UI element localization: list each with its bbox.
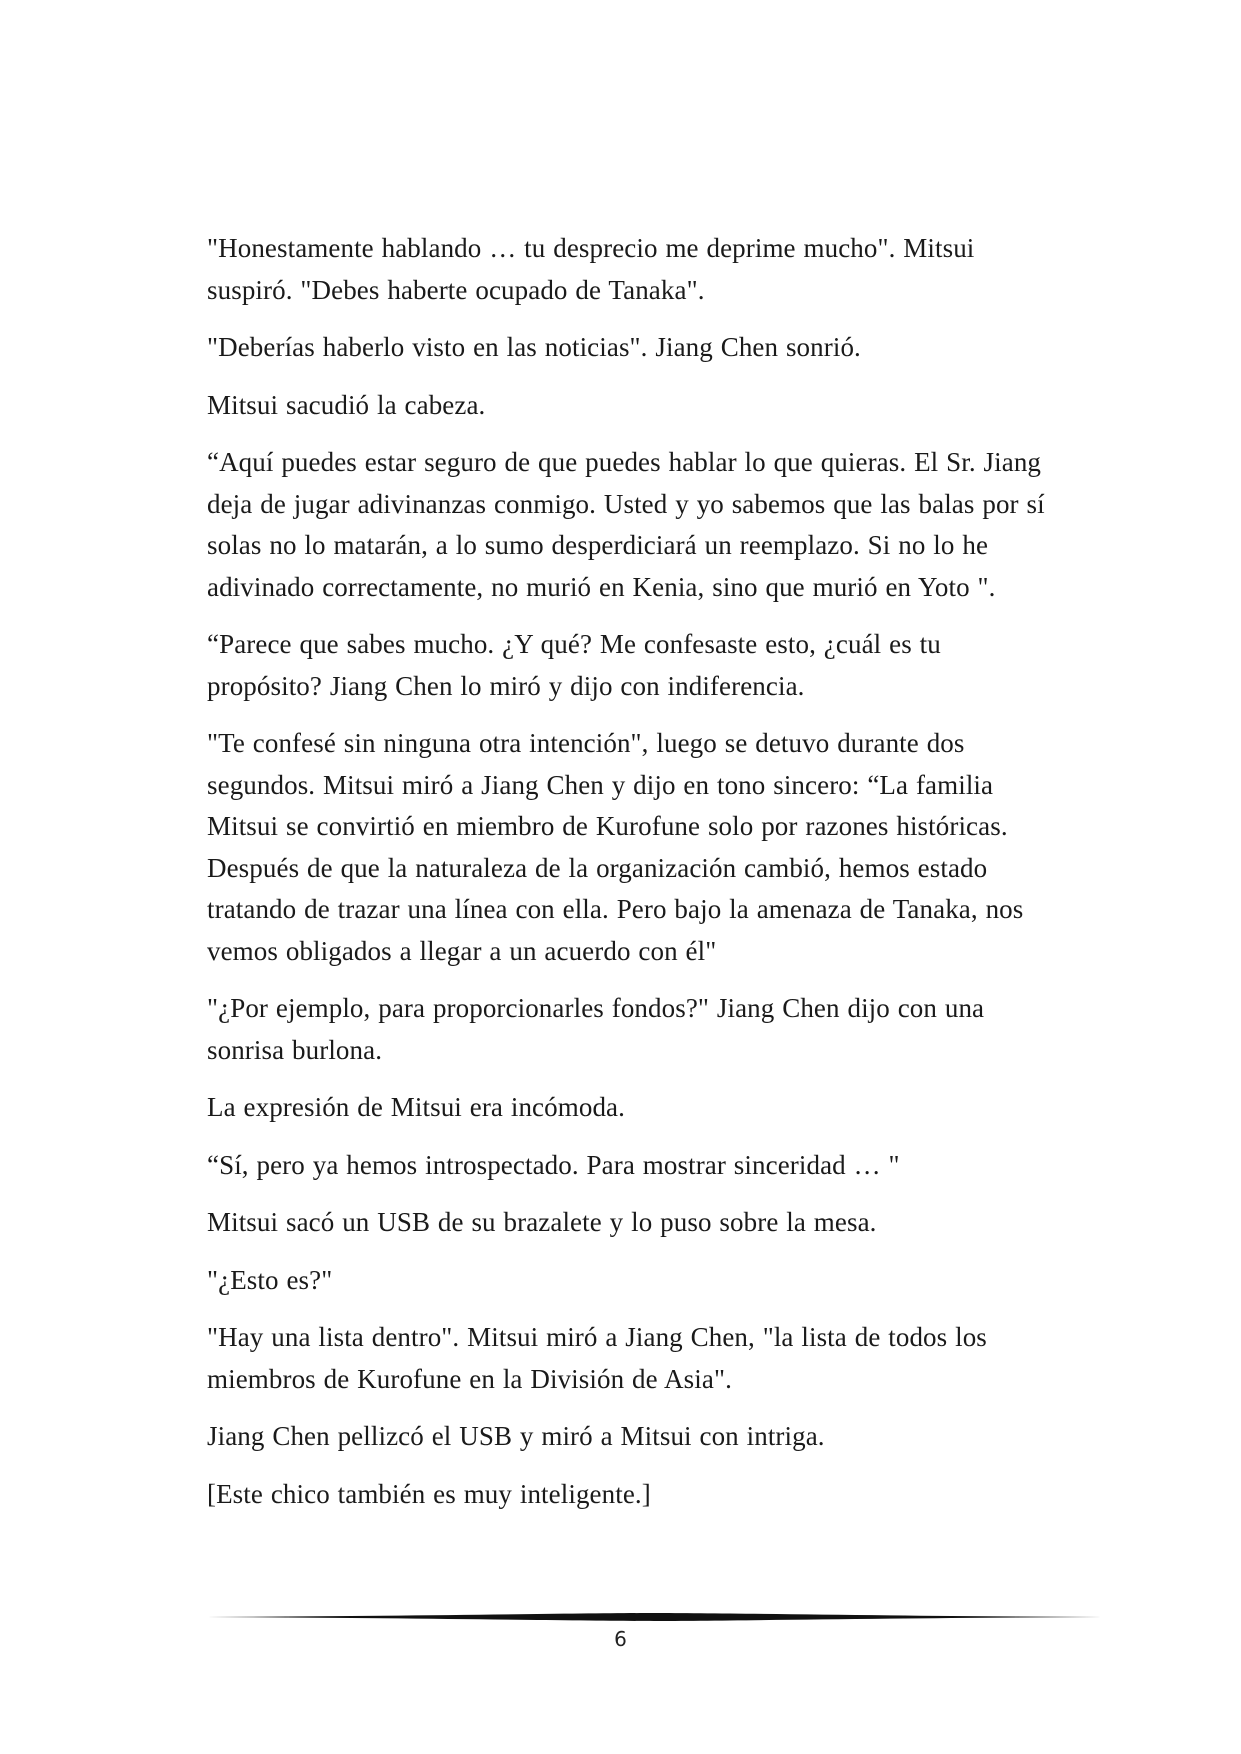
paragraph: "Deberías haberlo visto en las noticias". Jiang Chen sonrió. bbox=[207, 332, 861, 362]
paragraph: “Sí, pero ya hemos introspectado. Para mostrar sinceridad … " bbox=[207, 1149, 900, 1180]
paragraph: La expresión de Mitsui era incómoda. bbox=[207, 1092, 625, 1122]
paragraph: "Hay una lista dentro". Mitsui miró a Jiang Chen, "la lista de todos los miembros de Kurofune en la División de Asia". bbox=[207, 1322, 987, 1394]
footer-divider bbox=[207, 1612, 1102, 1622]
page-number: 6 bbox=[614, 1627, 627, 1651]
paragraph: “Aquí puedes estar seguro de que puedes hablar lo que quieras. El Sr. Jiang deja de jugar adivinanzas conmigo. Usted y yo sabemos que las balas por sí solas no lo matarán, a lo sumo desperdiciará un reemplazo. Si no lo he adivinado correctamente, no murió en Kenia, sino que murió en Yoto ". bbox=[207, 447, 1045, 602]
paragraph: "Honestamente hablando … tu desprecio me deprime mucho". Mitsui suspiró. "Debes haberte ocupado de Tanaka". bbox=[207, 233, 975, 305]
paragraph: Mitsui sacó un USB de su brazalete y lo puso sobre la mesa. bbox=[207, 1207, 877, 1237]
paragraph: [Este chico también es muy inteligente.] bbox=[207, 1478, 651, 1509]
paragraph: "¿Esto es?" bbox=[207, 1264, 333, 1295]
body-text bbox=[207, 228, 1057, 1531]
paragraph: Mitsui sacudió la cabeza. bbox=[207, 389, 486, 420]
paragraph: "¿Por ejemplo, para proporcionarles fondos?" Jiang Chen dijo con una sonrisa burlona. bbox=[207, 993, 985, 1065]
paragraph: Jiang Chen pellizcó el USB y miró a Mitsui con intriga. bbox=[207, 1421, 825, 1451]
paragraph: "Te confesé sin ninguna otra intención", luego se detuvo durante dos segundos. Mitsui miró a Jiang Chen y dijo en tono sincero: “La familia Mitsui se convirtió en miembro de Kurofune solo por razones históricas. Después de que la naturaleza de la organización cambió, hemos estado tratando de trazar una línea con ella. Pero bajo la amenaza de Tanaka, nos vemos obligados a llegar a un acuerdo con él" bbox=[207, 728, 1024, 966]
paragraph: “Parece que sabes mucho. ¿Y qué? Me confesaste esto, ¿cuál es tu propósito? Jiang Chen lo miró y dijo con indiferencia. bbox=[207, 629, 941, 701]
